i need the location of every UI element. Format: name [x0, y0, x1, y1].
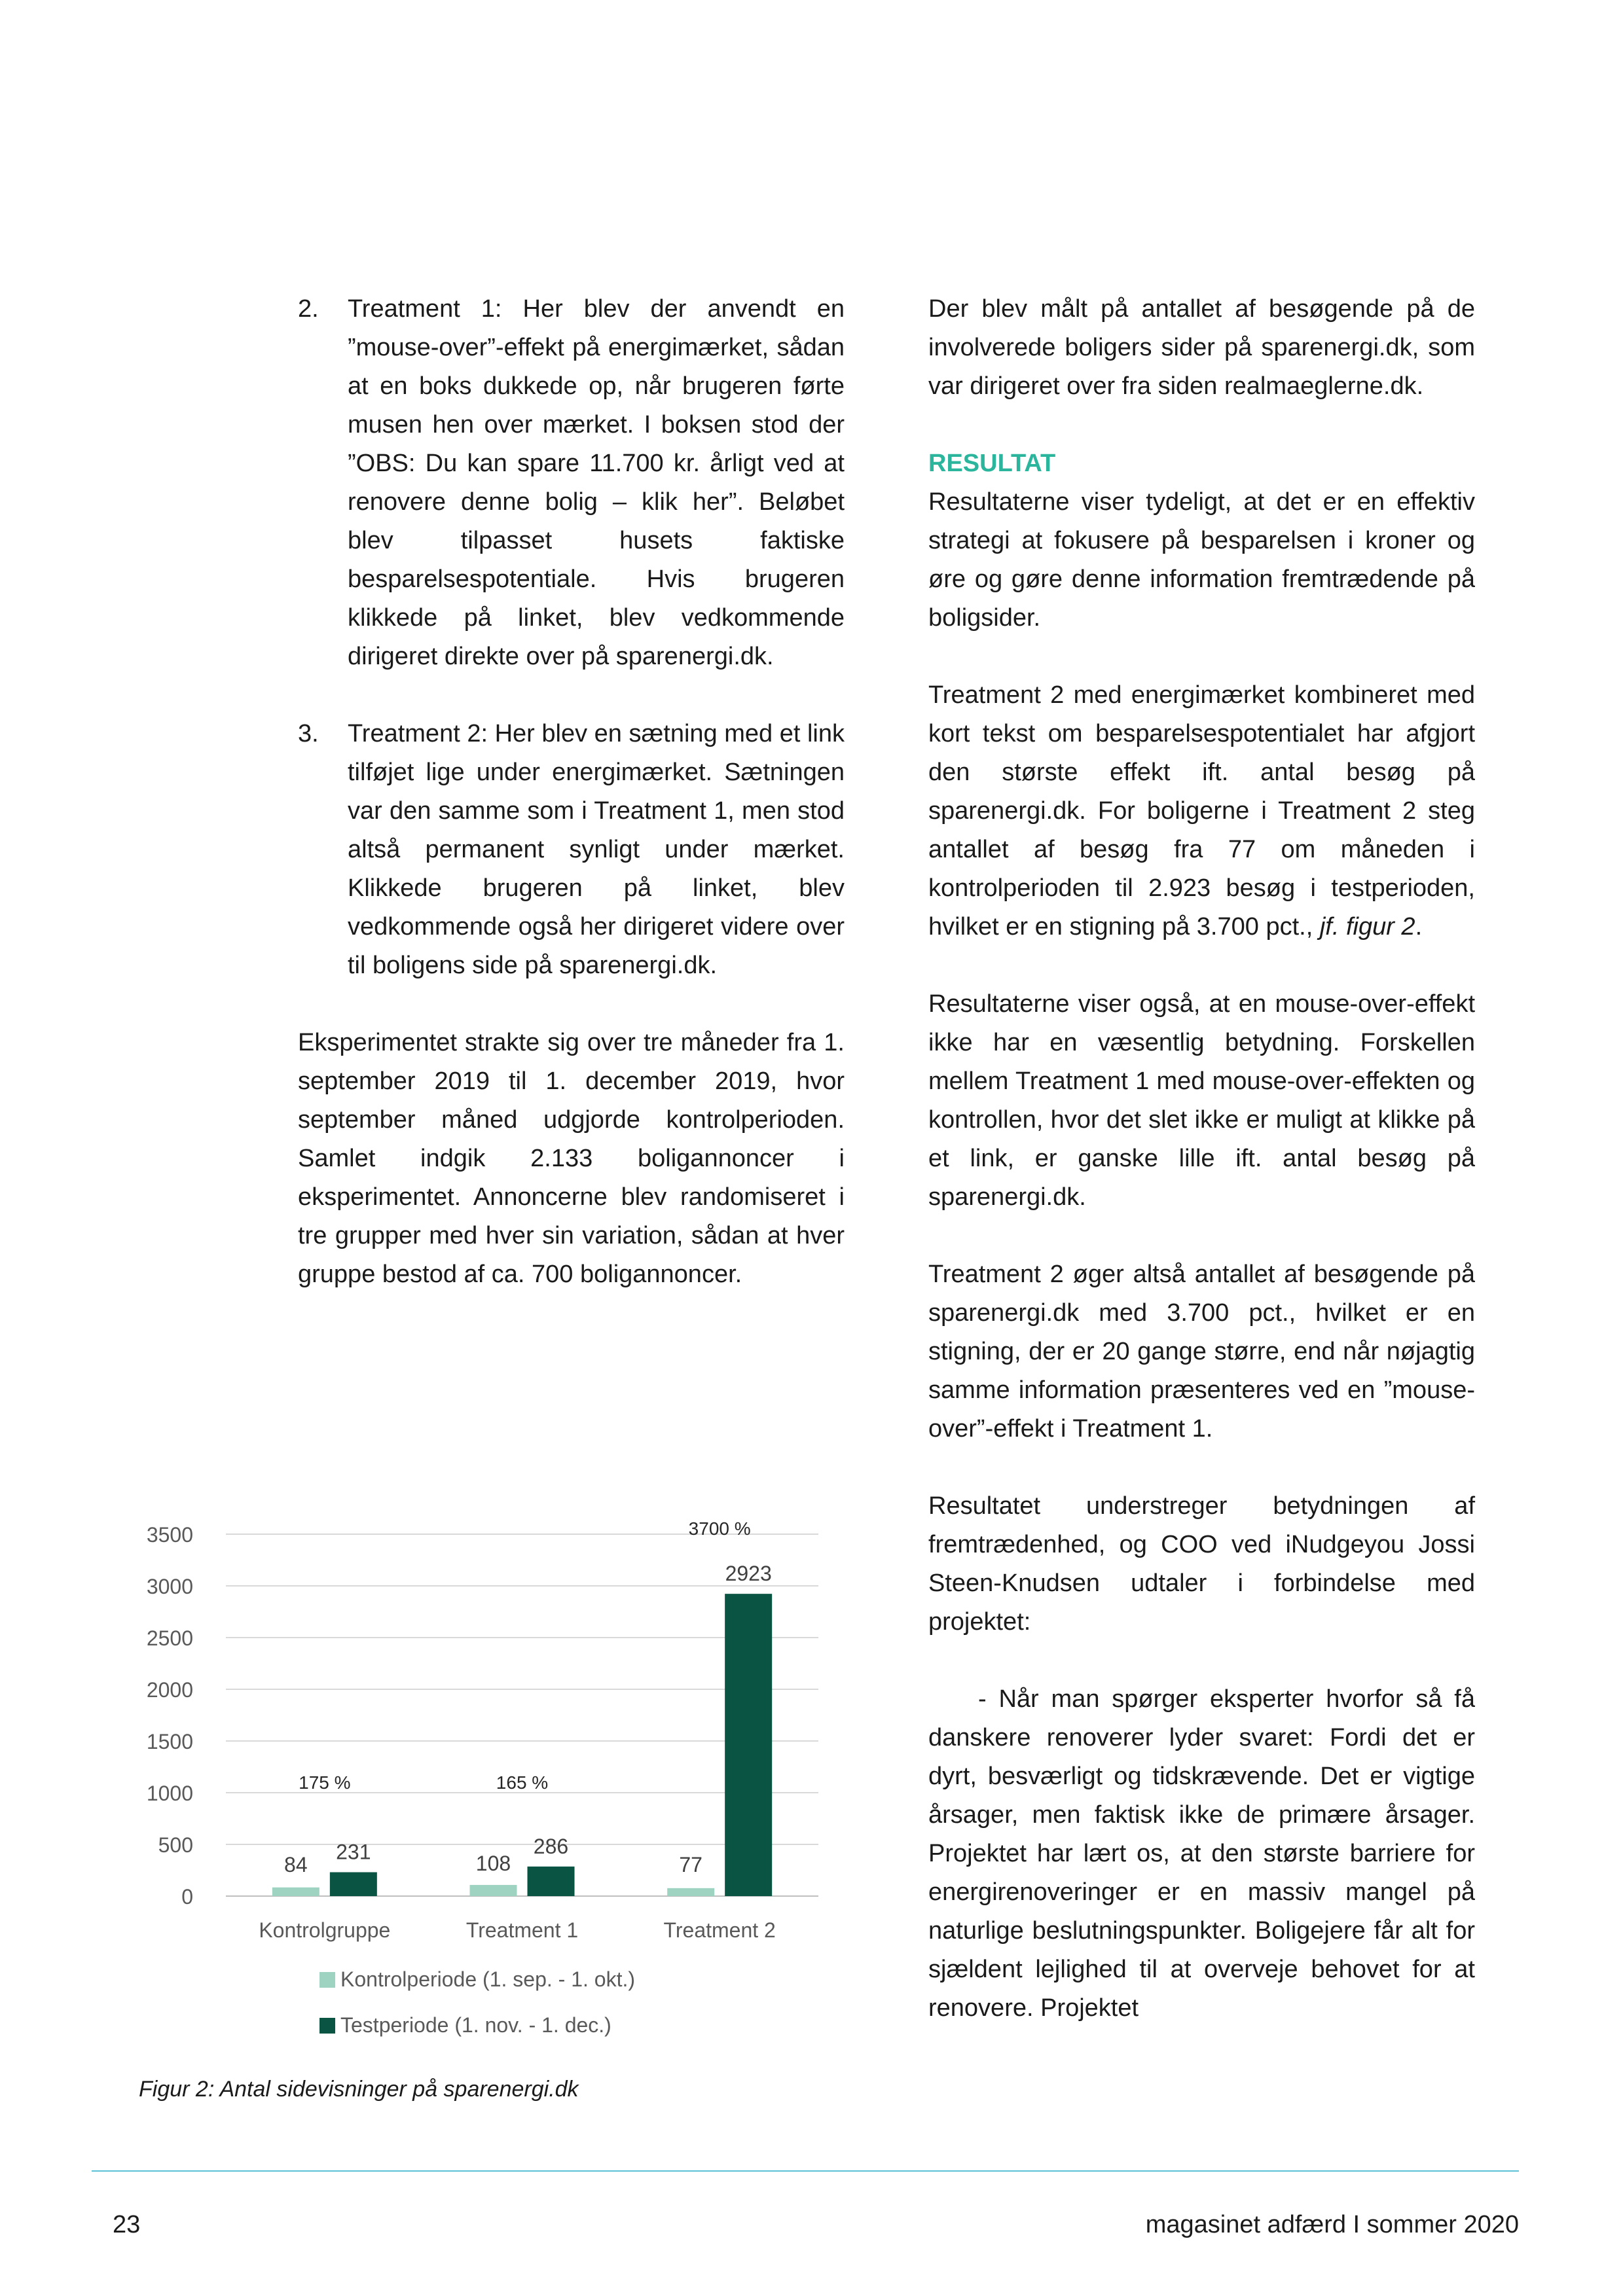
- bar: [272, 1888, 319, 1896]
- data-label: 2923: [725, 1562, 772, 1586]
- bar: [330, 1873, 377, 1896]
- item-number: 3.: [298, 720, 319, 747]
- y-tick-label: 3000: [146, 1575, 193, 1598]
- y-tick-label: 2000: [146, 1678, 193, 1702]
- legend-swatch: [319, 2018, 335, 2034]
- item-number: 2.: [298, 295, 319, 323]
- y-tick-label: 1500: [146, 1730, 193, 1753]
- figure-caption: Figur 2: Antal sidevisninger på sparenergi.dk: [139, 2077, 579, 2102]
- x-tick-label: Treatment 1: [465, 1918, 579, 1942]
- y-tick-label: 2500: [146, 1626, 193, 1650]
- result-paragraph-1: Resultaterne viser tydeligt, at det er en effektiv strategi at fokusere på besparelsen i kroner og øre og gøre denne information fremtrædende på boligsider.: [928, 488, 1475, 632]
- y-tick-label: 0: [181, 1885, 193, 1909]
- percent-annotation: 3700 %: [688, 1518, 751, 1539]
- result-paragraph-5: Resultatet understreger betydningen af fremtrædenhed, og COO ved iNudgeyou Jossi Steen-Knudsen udtaler i forbindelse med projektet:: [928, 1492, 1475, 1636]
- y-tick-label: 500: [158, 1833, 193, 1857]
- figure-reference: jf. figur 2: [1319, 913, 1415, 941]
- result-paragraph-2-end: .: [1415, 913, 1423, 941]
- result-paragraph-4: Treatment 2 øger altså antallet af besøgende på sparenergi.dk med 3.700 pct., hvilket er en stigning, der er 20 gange større, end når nøjagtig samme information præsenteres ved en ”mouse-over”-effekt i Treatment 1.: [928, 1261, 1475, 1443]
- y-tick-label: 3500: [146, 1523, 193, 1547]
- percent-annotation: 175 %: [299, 1772, 351, 1793]
- page-number: 23: [113, 2211, 141, 2238]
- data-label: 231: [336, 1840, 371, 1864]
- data-label: 77: [679, 1853, 702, 1876]
- percent-annotation: 165 %: [496, 1772, 549, 1793]
- experiment-paragraph: Eksperimentet strakte sig over tre måneder fra 1. september 2019 til 1. december 2019, hvor september måned udgjorde kontrolperioden. Samlet indgik 2.133 boligannoncer i eksperimentet. Annoncerne blev randomiseret i tre grupper med hver sin variation, sådan at hver gruppe bestod af ca. 700 boligannoncer.: [298, 1029, 845, 1288]
- x-tick-label: Treatment 2: [663, 1918, 776, 1942]
- bar: [528, 1867, 575, 1896]
- bar: [667, 1888, 714, 1896]
- footer-divider: [92, 2170, 1519, 2172]
- data-label: 84: [284, 1853, 308, 1876]
- footer-title: magasinet adfærd I sommer 2020: [1145, 2211, 1519, 2238]
- quote-paragraph: - Når man spørger eksperter hvorfor så få danskere renoverer lyder svaret: Fordi det er dyrt, besværligt og tidskrævende. Det er vigtige årsager, men faktisk ikke de primære årsager. Projektet har lært os, at den største barriere for energirenoveringer er en massiv mangel på naturlige beslutningspunkter. Boligejere får alt for sjældent lejlighed til at overveje behovet for at renovere. Projektet: [928, 1685, 1475, 2022]
- measurement-paragraph: Der blev målt på antallet af besøgende på de involverede boligers sider på sparenergi.dk, som var dirigeret over fra siden realmaeglerne.dk.: [928, 295, 1475, 400]
- result-paragraph-2-text: Treatment 2 med energimærket kombineret med kort tekst om besparelsespotentialet har afgjort den største effekt ift. antal besøg på sparenergi.dk. For boligerne i Treatment 2 steg antallet af besøg fra 77 om måneden i kontrolperioden til 2.923 besøg i testperioden, hvilket er en stigning på 3.700 pct.,: [928, 681, 1475, 941]
- bar: [725, 1594, 772, 1896]
- data-label: 286: [533, 1834, 569, 1858]
- data-label: 108: [475, 1851, 511, 1875]
- item-text: Treatment 1: Her blev der anvendt en ”mouse-over”-effekt på energimærket, sådan at en boks dukkede op, når brugeren førte musen hen over mærket. I boksen stod der ”OBS: Du kan spare 11.700 kr. årligt ved at renovere denne bolig – klik her”. Beløbet blev tilpasset husets faktiske besparelsespotentiale. Hvis brugeren klikkede på linket, blev vedkommende dirigeret direkte over på sparenergi.dk.: [348, 295, 845, 670]
- result-paragraph-3: Resultaterne viser også, at en mouse-over-effekt ikke har en væsentlig betydning. Forskellen mellem Treatment 1 med mouse-over-effekten og kontrollen, hvor det slet ikke er muligt at klikke på et link, er ganske lille ift. antal besøg på sparenergi.dk.: [928, 990, 1475, 1211]
- bar: [470, 1885, 517, 1896]
- item-text: Treatment 2: Her blev en sætning med et link tilføjet lige under energimærket. Sætningen var den samme som i Treatment 1, men stod altså permanent synligt under mærket. Klikkede brugeren på linket, blev vedkommende også her dirigeret videre over til boligens side på sparenergi.dk.: [348, 720, 845, 979]
- section-heading: RESULTAT: [928, 450, 1056, 477]
- y-tick-label: 1000: [146, 1782, 193, 1805]
- legend-label: Kontrolperiode (1. sep. - 1. okt.): [340, 1967, 635, 1991]
- legend-label: Testperiode (1. nov. - 1. dec.): [340, 2013, 611, 2037]
- x-tick-label: Kontrolgruppe: [259, 1918, 391, 1942]
- legend-swatch: [319, 1972, 335, 1988]
